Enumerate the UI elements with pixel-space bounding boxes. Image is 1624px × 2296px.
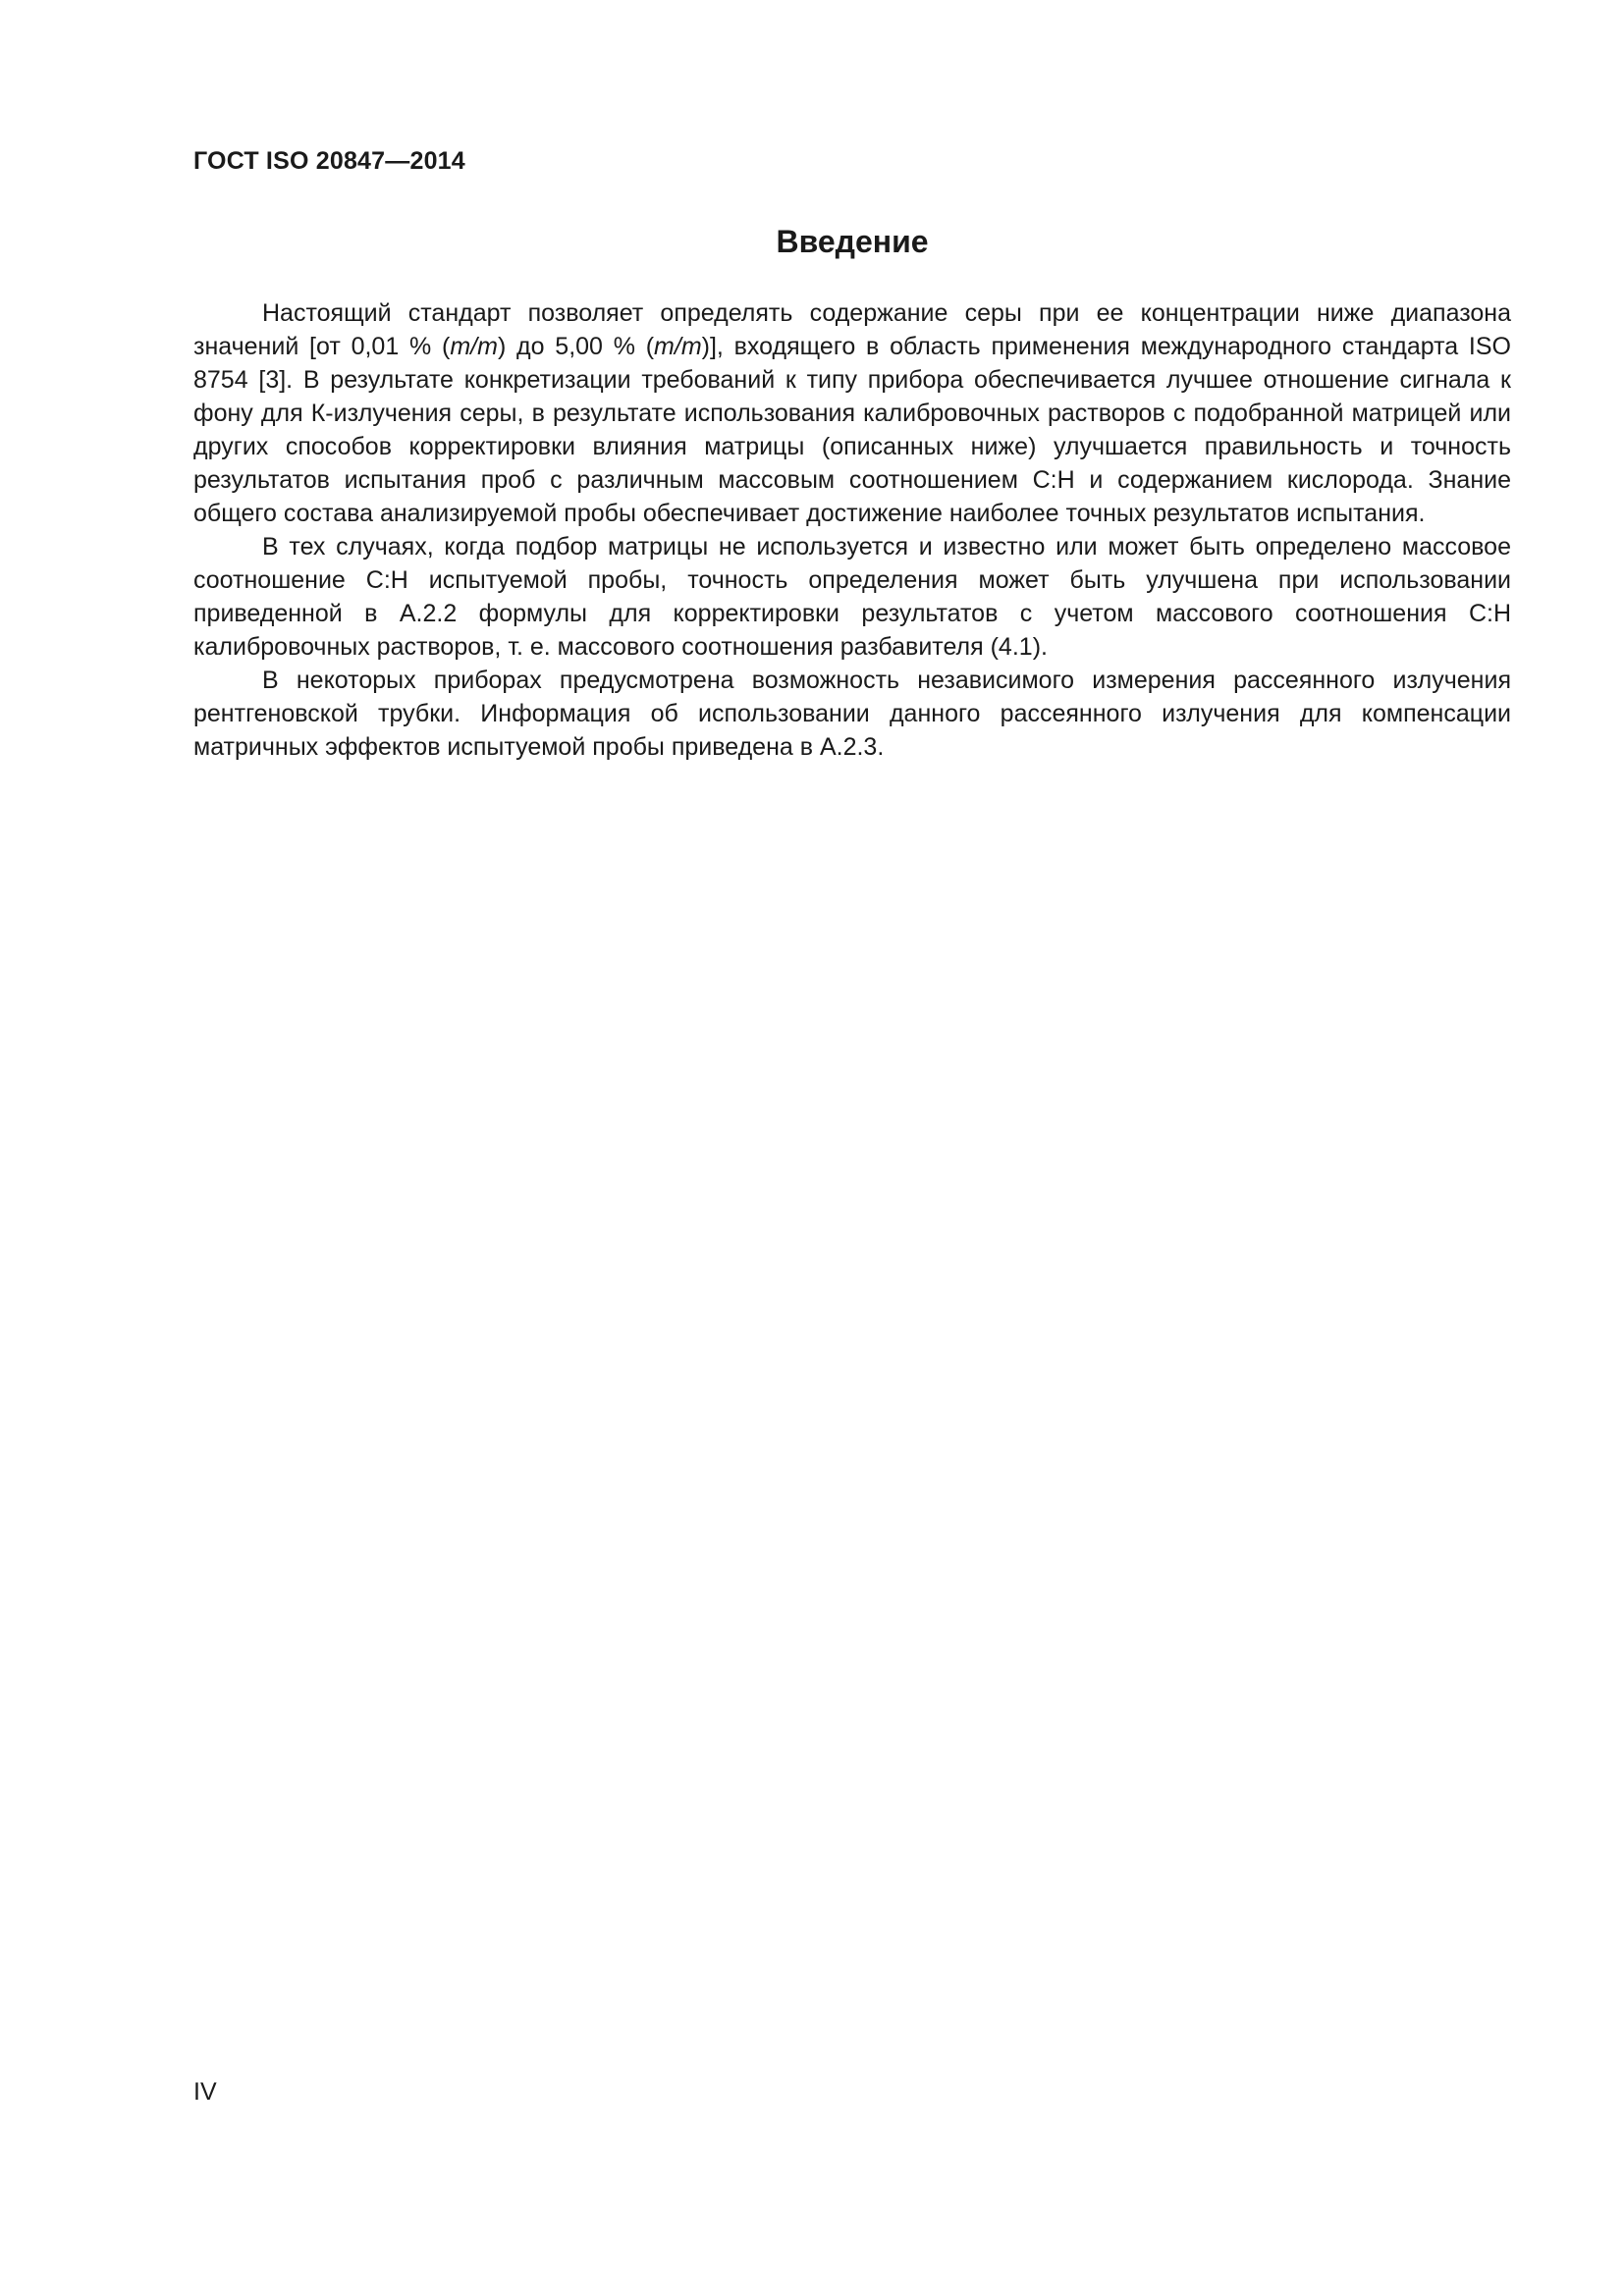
paragraph-1: [193, 296, 1511, 530]
section-title: Введение: [776, 224, 929, 259]
unit-mm-1: m/m: [450, 333, 498, 360]
paragraph-1-part1: Настоящий стандарт позволяет определять содержание серы при ее концентрации ниже диапазона значений [от 0,01 % (: [193, 299, 1511, 360]
paragraph-1-part2: ) до 5,00 % (: [497, 333, 655, 360]
paragraph-2: В тех случаях, когда подбор матрицы не используется и известно или может быть определено массовое соотношение С:Н испытуемой пробы, точность определения может быть улучшена при использовании приведенной в А.2.2 формулы для корректировки результатов с учетом массового соотношения С:Н калибровочных растворов, т. е. массового соотношения разбавителя (4.1).: [193, 533, 1511, 661]
page-number: IV: [193, 2078, 217, 2106]
document-code-header: ГОСТ ISO 20847—2014: [193, 147, 465, 175]
paragraph-3: В некоторых приборах предусмотрена возможность независимого измерения рассеянного излучения рентгеновской трубки. Информация об использовании данного рассеянного излучения для компенсации матричных эффектов испытуемой пробы приведена в А.2.3.: [193, 667, 1511, 761]
paragraph-1-part3: )], входящего в область применения международного стандарта ISO 8754 [3]. В результате конкретизации требований к типу прибора обеспечивается лучшее отношение сигнала к фону для К-излучения серы, в результате использования калибровочных растворов с подобранной матрицей или других способов корректировки влияния матрицы (описанных ниже) улучшается правильность и точность результатов испытания проб с различным массовым соотношением С:Н и содержанием кислорода. Знание общего состава анализируемой пробы обеспечивает достижение наиболее точных результатов испытания.: [193, 333, 1511, 527]
body-text: [193, 296, 1511, 764]
unit-mm-2: m/m: [654, 333, 702, 360]
